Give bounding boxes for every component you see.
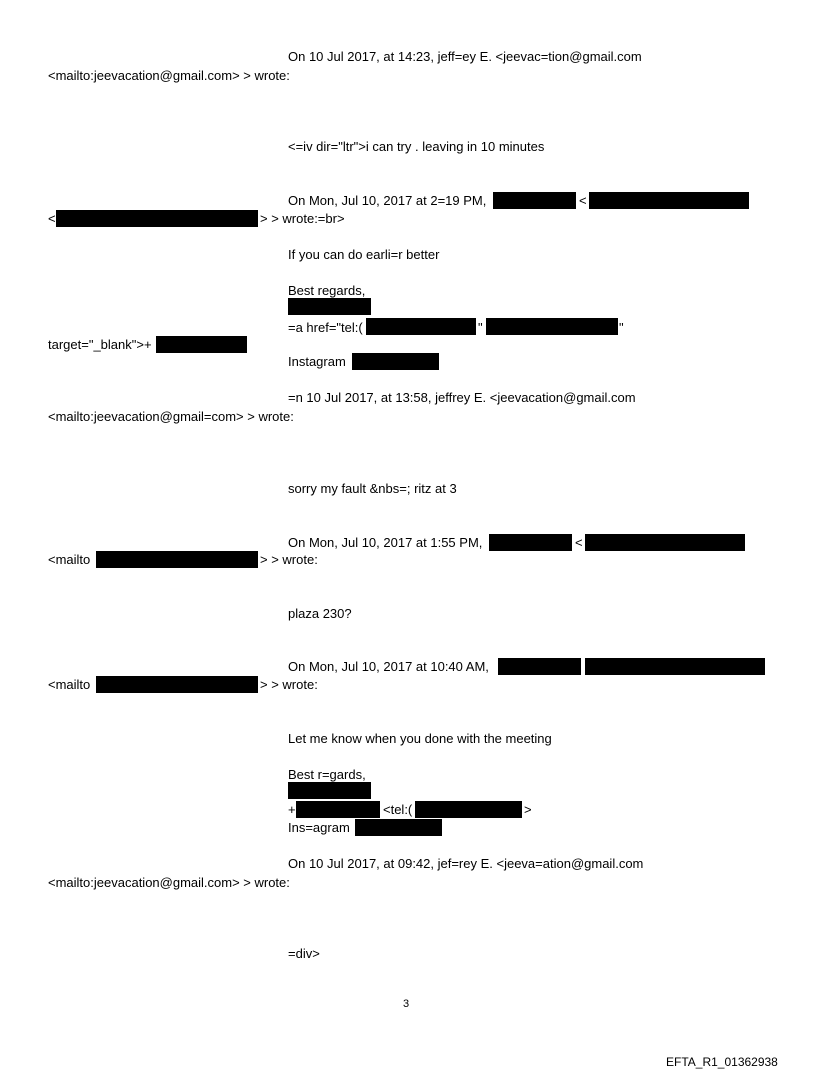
redaction-box [498, 658, 581, 675]
quote-mailto-line: <mailto:jeevacation@gmail.com> > wrote: [48, 68, 290, 83]
quote-header-line: =n 10 Jul 2017, at 13:58, jeffrey E. <jeevacation@gmail.com [288, 390, 636, 405]
quote-header-line: On Mon, Jul 10, 2017 at 2=19 PM, [288, 193, 487, 208]
redaction-box [156, 336, 247, 353]
redaction-box [296, 801, 380, 818]
redaction-box [493, 192, 576, 209]
redaction-box [585, 534, 745, 551]
signature-line: =a href="tel:( [288, 320, 363, 335]
redaction-box [96, 676, 258, 693]
redaction-box [288, 298, 371, 315]
quote-header-line: On Mon, Jul 10, 2017 at 1:55 PM, [288, 535, 483, 550]
signature-line: Ins=agram [288, 820, 350, 835]
quote-mailto-line: <mailto:jeevacation@gmail=com> > wrote: [48, 409, 294, 424]
redaction-box [489, 534, 572, 551]
redaction-box [366, 318, 476, 335]
redaction-box [288, 782, 371, 799]
redaction-box [355, 819, 442, 836]
redaction-box [486, 318, 618, 335]
message-line: <=iv dir="ltr">i can try . leaving in 10 minutes [288, 139, 545, 154]
redaction-box [415, 801, 522, 818]
quote-mailto-fragment: > > wrote: [260, 552, 318, 567]
signature-line: + [288, 802, 296, 817]
page-number: 3 [403, 998, 410, 1010]
message-line: Let me know when you done with the meeting [288, 731, 552, 746]
message-line: =div> [288, 946, 320, 961]
quote-header-line: On Mon, Jul 10, 2017 at 10:40 AM, [288, 659, 489, 674]
redaction-box [589, 192, 749, 209]
quote-mailto-fragment: <mailto [48, 677, 91, 692]
redaction-box [96, 551, 258, 568]
message-line: If you can do earli=r better [288, 247, 440, 262]
quote-header-line: On 10 Jul 2017, at 14:23, jeff=ey E. <jeevac=tion@gmail.com [288, 49, 642, 64]
document-id: EFTA_R1_01362938 [666, 1055, 778, 1069]
quote-header-fragment: < [575, 535, 583, 550]
signature-line: Instagram [288, 354, 346, 369]
message-line: sorry my fault &nbs=; ritz at 3 [288, 481, 457, 496]
signature-fragment: > [524, 802, 532, 817]
signature-line: Best regards, [288, 283, 366, 298]
redaction-box [352, 353, 439, 370]
signature-line: Best r=gards, [288, 767, 366, 782]
quote-header-fragment: < [579, 193, 587, 208]
quote-header-line: On 10 Jul 2017, at 09:42, jef=rey E. <jeeva=ation@gmail.com [288, 856, 644, 871]
quote-mailto-fragment: > > wrote: [260, 677, 318, 692]
message-line: plaza 230? [288, 606, 352, 621]
signature-fragment: <tel:( [383, 802, 413, 817]
signature-fragment: " [619, 320, 624, 335]
quote-mailto-fragment: > > wrote:=br> [260, 211, 345, 226]
signature-line: target="_blank">+ [48, 337, 152, 352]
redaction-box [585, 658, 765, 675]
quote-mailto-fragment: <mailto [48, 552, 91, 567]
quote-mailto-line: <mailto:jeevacation@gmail.com> > wrote: [48, 875, 290, 890]
redaction-box [56, 210, 258, 227]
signature-fragment: " [478, 320, 483, 335]
quote-mailto-fragment: < [48, 211, 56, 226]
